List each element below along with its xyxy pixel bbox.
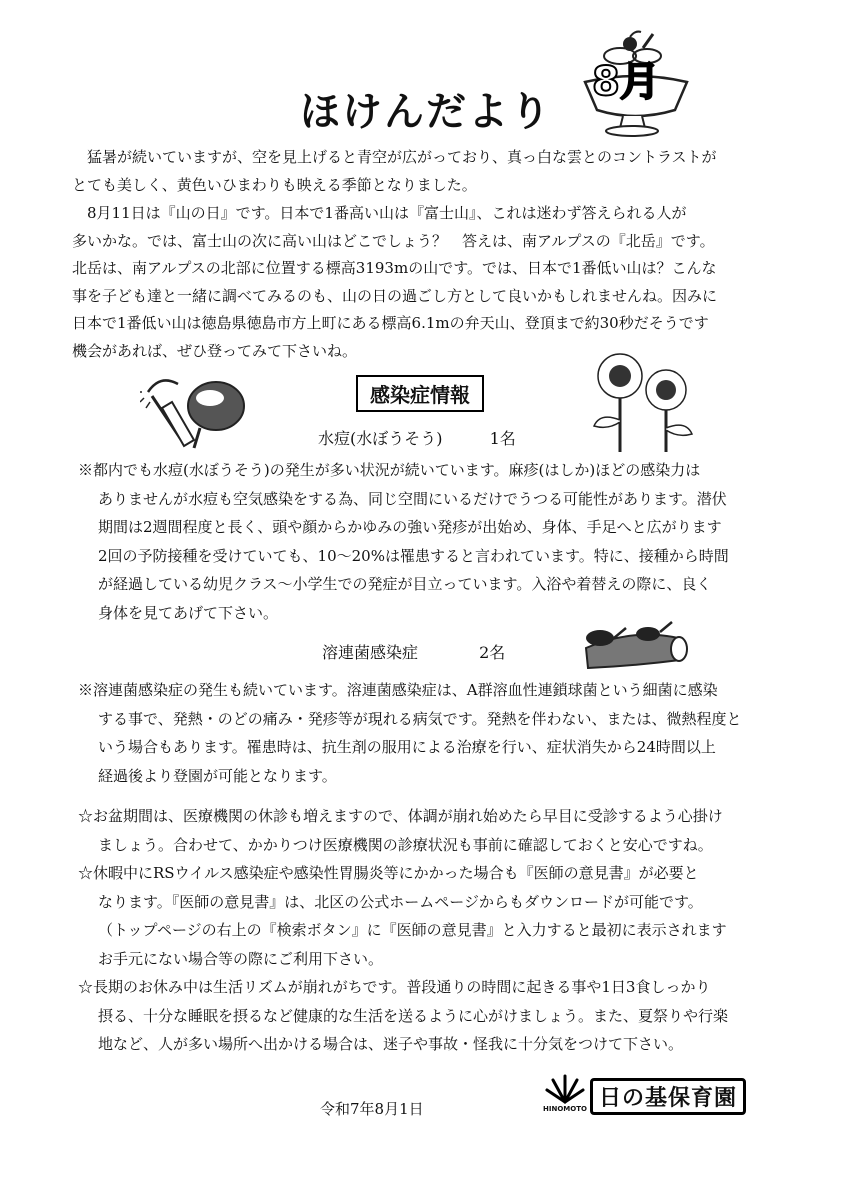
text-line: が経過している幼児クラス～小学生での発症が目立っています。入浴や着替えの際に、良く: [98, 575, 712, 593]
text-line: 2回の予防接種を受けていても、10～20%は罹患すると言われています。特に、接種から時間: [98, 546, 729, 565]
text-line: ※溶連菌感染症の発生も続いています。溶連菌感染症は、A群溶血性連鎖球菌という細菌に感染: [78, 681, 718, 699]
notice-obon: [78, 802, 778, 859]
text-line: なります。『医師の意見書』は、北区の公式ホームページからもダウンロードが可能です。: [98, 892, 703, 911]
nursery-logo-name: 日の基保育園: [590, 1078, 746, 1115]
text-line: （トップページの右上の『検索ボタン』に『医師の意見書』と入力すると最初に表示されます: [98, 921, 727, 939]
disease-name: 溶連菌感染症: [322, 643, 419, 662]
sunflower-illustration: [578, 350, 708, 455]
text-line: お手元にない場合等の際にご利用下さい。: [98, 949, 384, 968]
text-line: ☆休暇中にRSウイルス感染症や感染性胃腸炎等にかかった場合も『医師の意見書』が必要と: [78, 864, 699, 882]
issue-date: 令和7年8月1日: [320, 1100, 424, 1118]
text-line: 事を子ども達と一緒に調べてみるのも、山の日の過ごし方として良いかもしれませんね。因みに: [72, 286, 718, 305]
text-line: 北岳は、南アルプスの北部に位置する標高3193mの山です。では、日本で1番低い山は？こんな: [72, 259, 717, 277]
text-line: 機会があれば、ぜひ登ってみて下さいね。: [72, 341, 358, 360]
notice-lifestyle: [78, 973, 778, 1059]
text-line: 地など、人が多い場所へ出かける場合は、迷子や事故・怪我に十分気をつけて下さい。: [98, 1035, 684, 1053]
text-line: ☆お盆期間は、医療機関の休診も増えますので、体調が崩れ始めたら早目に受診するよう心掛け: [78, 807, 723, 825]
text-line: 8月11日は『山の日』です。日本で1番高い山は『富士山』、これは迷わず答えられる人が: [72, 204, 687, 222]
text-line: 身体を見てあげて下さい。: [98, 603, 279, 622]
uchiwa-fan-illustration: [140, 372, 250, 452]
page-title: ほけんだより: [300, 89, 552, 135]
text-line: する事で、発熱・のどの痛み・発疹等が現れる病気です。発熱を伴わない、または、微熱程度と: [98, 709, 742, 728]
text-line: ※都内でも水痘(水ぼうそう)の発生が多い状況が続いています。麻疹(はしか)ほどの感染力は: [78, 461, 701, 479]
text-line: いう場合もあります。罹患時は、抗生剤の服用による治療を行い、症状消失から24時間以上: [98, 738, 716, 756]
intro-paragraph-1: [72, 144, 772, 199]
intro-paragraph-2: [72, 200, 772, 365]
month-badge: 8月: [592, 59, 660, 105]
logo-subtext: HINOMOTO: [543, 1105, 587, 1113]
nursery-logo-icon: [545, 1072, 585, 1106]
infection-header: 感染症情報: [356, 375, 484, 412]
text-line: 経過後より登園が可能となります。: [98, 766, 337, 785]
disease-count: 1名: [489, 429, 516, 448]
disease-title-strep: [322, 640, 505, 663]
text-line: 期間は2週間程度と長く、頭や顔からかゆみの強い発疹が出始め、身体、手足へと広がります: [98, 518, 722, 536]
text-line: 日本で1番低い山は徳島県徳島市方上町にある標高6.1mの弁天山、登頂まで約30秒だそうです: [72, 314, 709, 332]
text-line: 摂る、十分な睡眠を摂るなど健康的な生活を送るように心がけましょう。また、夏祭りや行楽: [98, 1006, 729, 1025]
disease-name: 水痘(水ぼうそう): [318, 429, 443, 448]
text-line: ありませんが水痘も空気感染をする為、同じ空間にいるだけでうつる可能性があります。潜伏: [98, 489, 727, 508]
notice-doctor-letter: [78, 859, 778, 973]
text-line: 猛暑が続いていますが、空を見上げると青空が広がっており、真っ白な雲とのコントラストが: [72, 148, 717, 166]
disease-note-varicella: [78, 456, 778, 627]
text-line: とても美しく、黄色いひまわりも映える季節となりました。: [72, 175, 477, 194]
text-line: ☆長期のお休み中は生活リズムが崩れがちです。普段通りの時間に起きる事や1日3食しっかり: [78, 978, 711, 996]
text-line: ましょう。合わせて、かかりつけ医療機関の診療状況も事前に確認しておくと安心ですね。: [98, 835, 713, 854]
beetle-log-illustration: [578, 608, 693, 670]
disease-note-strep: [78, 676, 778, 790]
disease-count: 2名: [479, 643, 506, 662]
disease-title-varicella: [318, 426, 516, 449]
text-line: 多いかな。では、富士山の次に高い山はどこでしょう？ 答えは、南アルプスの『北岳』です。: [72, 231, 715, 250]
